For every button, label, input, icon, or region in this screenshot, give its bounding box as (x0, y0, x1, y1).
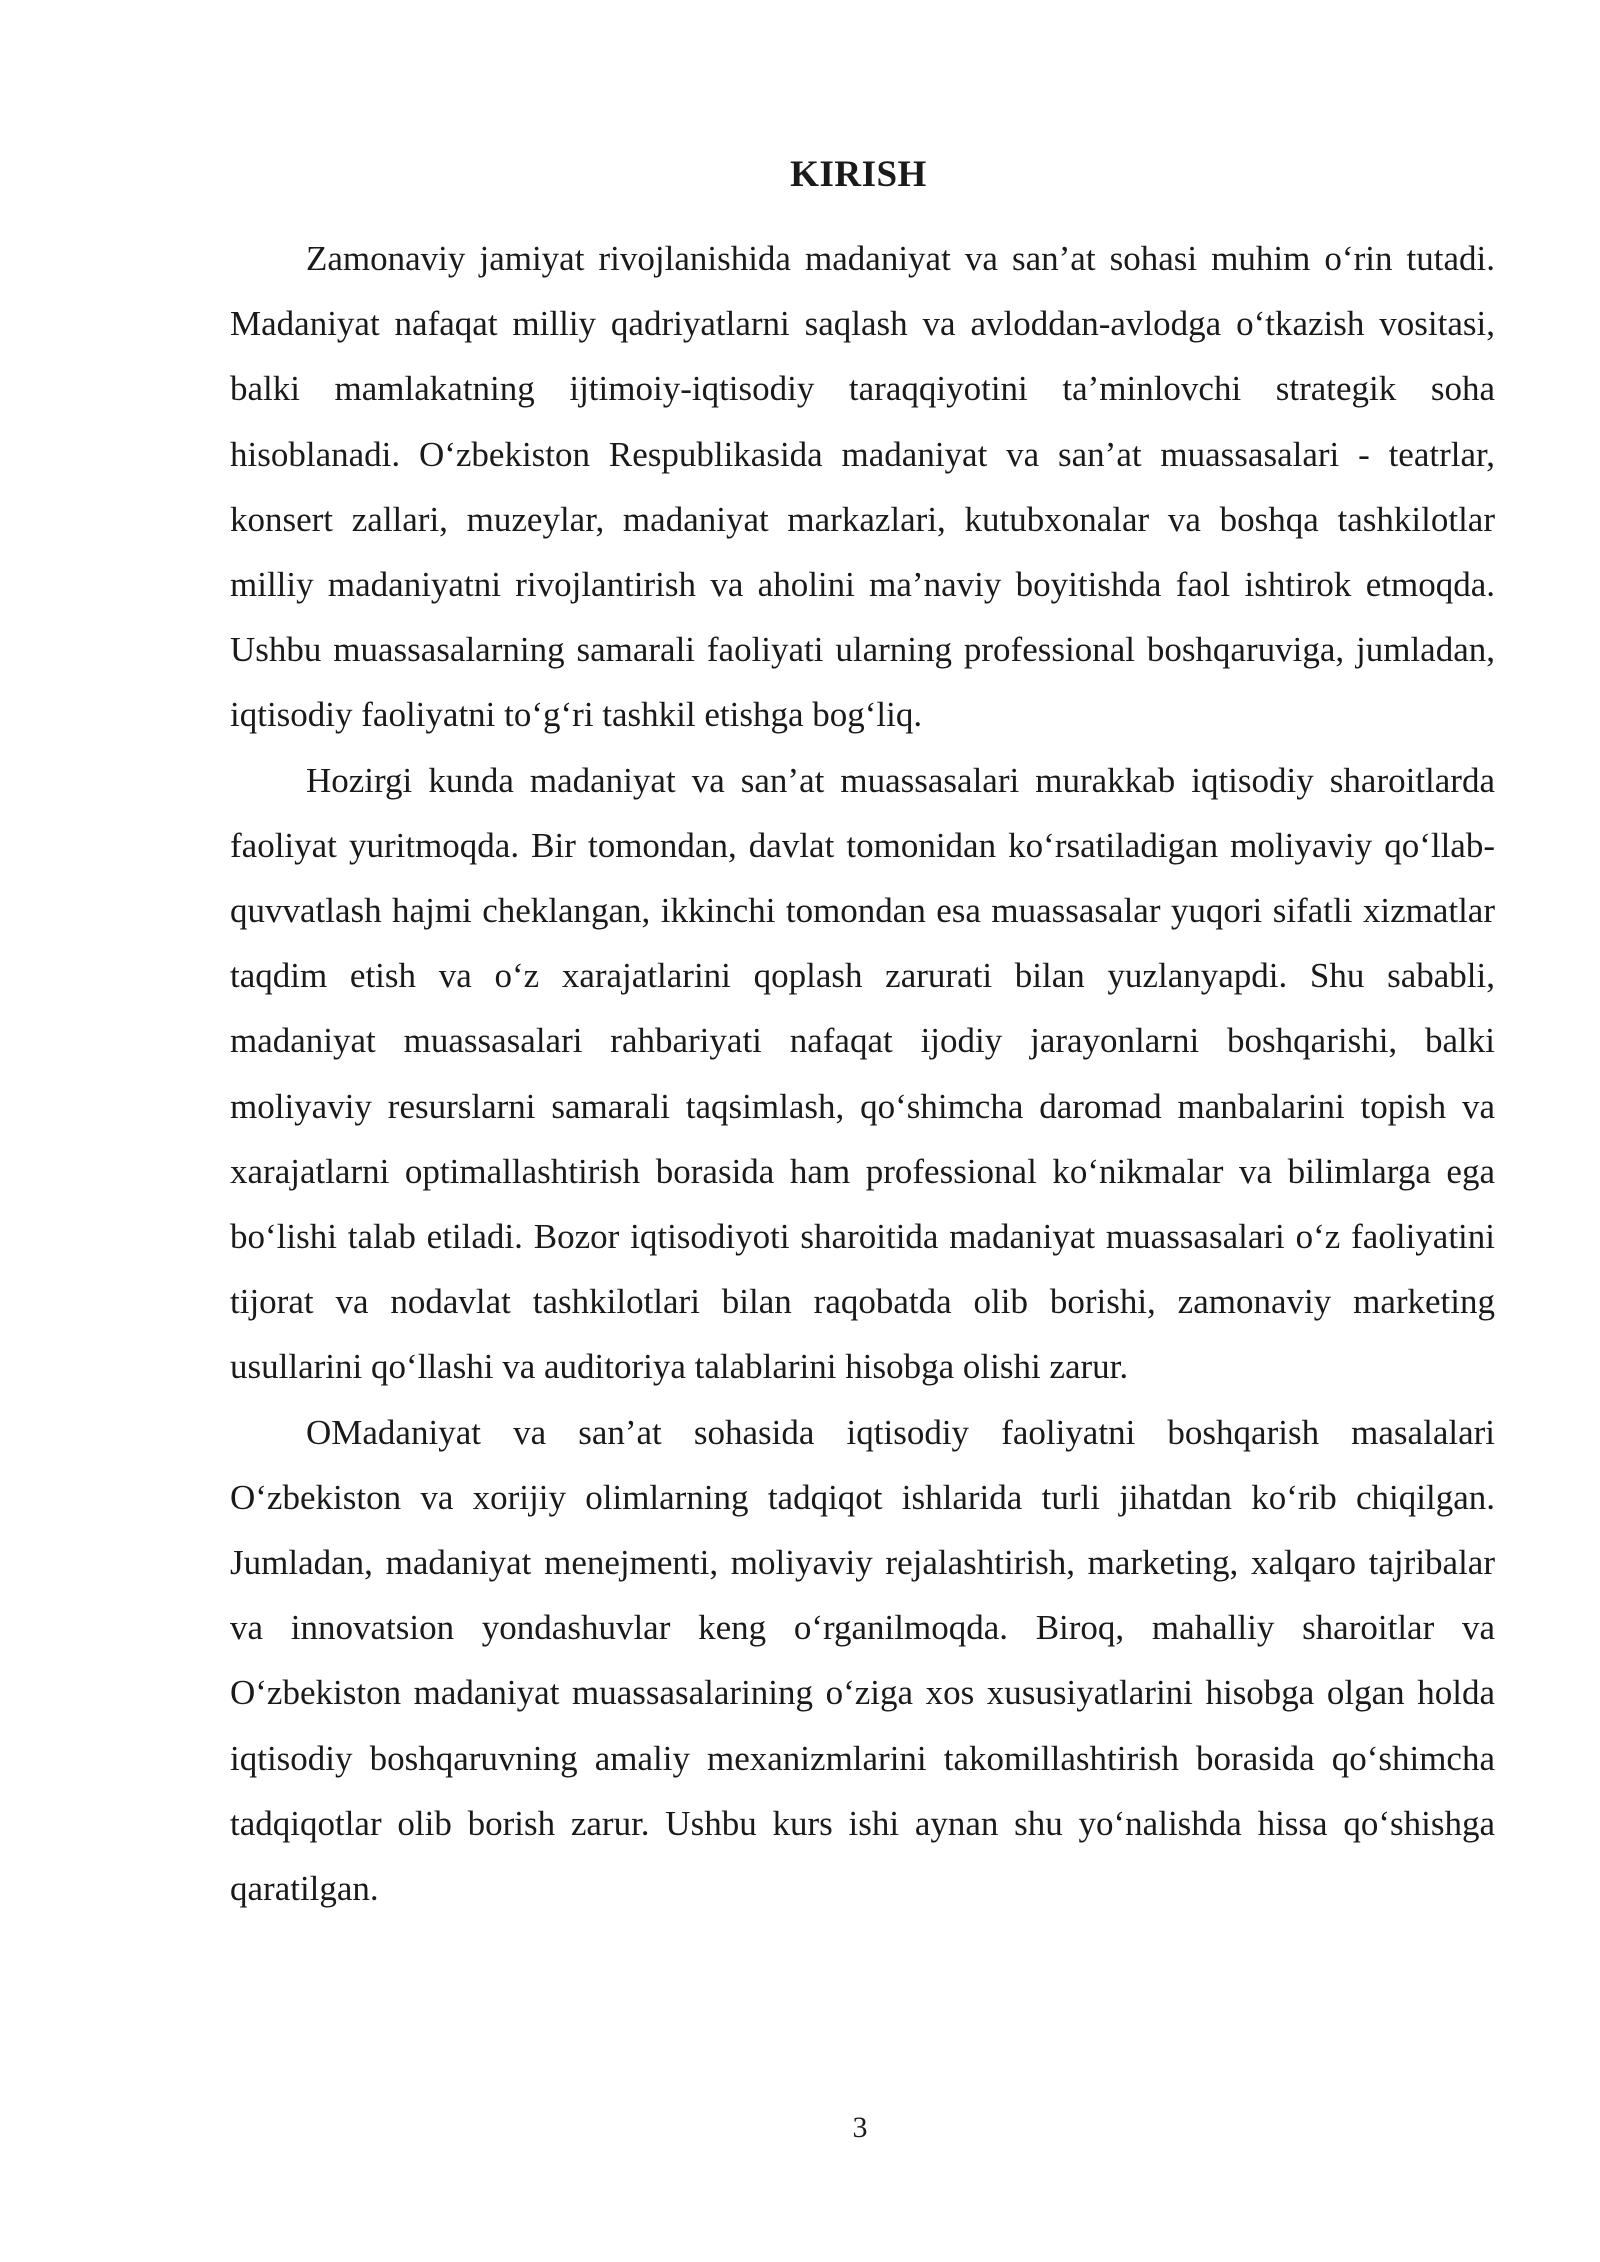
paragraph-1: Zamonaviy jamiyat rivojlanishida madaniyat va san’at sohasi muhim o‘rin tutadi. Madaniyat nafaqat milliy qadriyatlarni saqlash va avloddan-avlodga o‘tkazish vositasi, balki mamlakatning ijtimoiy-iqtisodiy taraqqiyotini ta’minlovchi strategik soha hisoblanadi. O‘zbekiston Respublikasida madaniyat va san’at muassasalari - teatrlar, konsert zallari, muzeylar, madaniyat markazlari, kutubxonalar va boshqa tashkilotlar milliy madaniyatni rivojlantirish va aholini ma’naviy boyitishda faol ishtirok etmoqda. Ushbu muassasalarning samarali faoliyati ularning professional boshqaruviga, jumladan, iqtisodiy faoliyatni to‘g‘ri tashkil etishga bog‘liq. (230, 239, 1495, 735)
section-title: KIRISH (790, 154, 927, 195)
page-number: 3 (852, 2111, 868, 2144)
body-text (230, 226, 1495, 1921)
paragraph-3: OMadaniyat va san’at sohasida iqtisodiy faoliyatni boshqarish masalalari O‘zbekiston va xorijiy olimlarning tadqiqot ishlarida turli jihatdan ko‘rib chiqilgan. Jumladan, madaniyat menejmenti, moliyaviy rejalashtirish, marketing, xalqaro tajribalar va innovatsion yondashuvlar keng o‘rganilmoqda. Biroq, mahalliy sharoitlar va O‘zbekiston madaniyat muassasalarining o‘ziga xos xususiyatlarini hisobga olgan holda iqtisodiy boshqaruvning amaliy mexanizmlarini takomillashtirish borasida qo‘shimcha tadqiqotlar olib borish zarur. Ushbu kurs ishi aynan shu yo‘nalishda hissa qo‘shishga qaratilgan. (230, 1412, 1495, 1909)
paragraph-2: Hozirgi kunda madaniyat va san’at muassasalari murakkab iqtisodiy sharoitlarda faoliyat yuritmoqda. Bir tomondan, davlat tomonidan ko‘rsatiladigan moliyaviy qo‘llab-quvvatlash hajmi cheklangan, ikkinchi tomondan esa muassasalar yuqori sifatli xizmatlar taqdim etish va o‘z xarajatlarini qoplash zarurati bilan yuzlanyapdi. Shu sababli, madaniyat muassasalari rahbariyati nafaqat ijodiy jarayonlarni boshqarishi, balki moliyaviy resurslarni samarali taqsimlash, qo‘shimcha daromad manbalarini topish va xarajatlarni optimallashtirish borasida ham professional ko‘nikmalar va bilimlarga ega bo‘lishi talab etiladi. Bozor iqtisodiyoti sharoitida madaniyat muassasalari o‘z faoliyatini tijorat va nodavlat tashkilotlari bilan raqobatda olib borishi, zamonaviy marketing usullarini qo‘llashi va auditoriya talablarini hisobga olishi zarur. (230, 760, 1495, 1387)
